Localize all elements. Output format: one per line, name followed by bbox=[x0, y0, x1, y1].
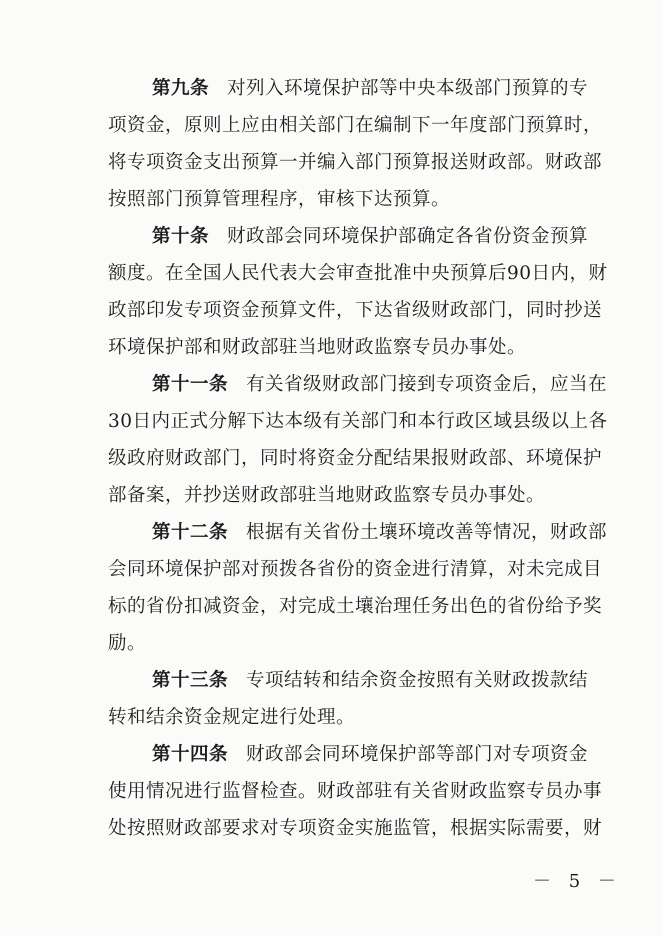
article-14-line-2: 使用情况进行监督检查。财政部驻有关省财政监察专员办事 bbox=[108, 781, 603, 802]
article-10-line-4: 环境保护部和财政部驻当地财政监察专员办事处。 bbox=[108, 337, 527, 358]
page-number: － 5 － bbox=[533, 871, 622, 892]
article-11-first-line bbox=[152, 372, 608, 398]
article-14-first-line bbox=[152, 742, 589, 768]
article-13-line-1: 专项结转和结余资金按照有关财政拨款结 bbox=[246, 670, 589, 691]
article-13-first-line bbox=[152, 668, 589, 694]
article-9-line-2: 项资金，原则上应由相关部门在编制下一年度部门预算时， bbox=[108, 115, 603, 136]
article-12-line-1: 根据有关省份土壤环境改善等情况，财政部 bbox=[246, 522, 608, 543]
article-12-line-3: 标的省份扣减资金，对完成土壤治理任务出色的省份给予奖 bbox=[108, 596, 603, 617]
article-12-line-4: 励。 bbox=[108, 633, 147, 654]
article-14-line-1: 财政部会同环境保护部等部门对专项资金 bbox=[246, 744, 589, 765]
article-10-label: 第十条 bbox=[152, 226, 210, 247]
article-9-line-3: 将专项资金支出预算一并编入部门预算报送财政部。财政部 bbox=[108, 152, 603, 173]
article-14-label: 第十四条 bbox=[152, 744, 229, 765]
article-12-first-line bbox=[152, 520, 608, 546]
article-11-line-2: 30日内正式分解下达本级有关部门和本行政区域县级以上各 bbox=[108, 411, 608, 432]
article-10-line-3: 政部印发专项资金预算文件，下达省级财政部门，同时抄送 bbox=[108, 300, 603, 321]
article-9-label: 第九条 bbox=[152, 78, 210, 99]
article-13-line-2: 转和结余资金规定进行处理。 bbox=[108, 707, 356, 728]
article-10-line-1: 财政部会同环境保护部确定各省份资金预算 bbox=[227, 226, 589, 247]
article-11-label: 第十一条 bbox=[152, 374, 229, 395]
article-10-first-line bbox=[152, 224, 589, 250]
article-9-first-line bbox=[152, 76, 589, 102]
article-12-label: 第十二条 bbox=[152, 522, 229, 543]
article-14-line-3: 处按照财政部要求对专项资金实施监管，根据实际需要，财 bbox=[108, 818, 603, 839]
article-11-line-3: 级政府财政部门，同时将资金分配结果报财政部、环境保护 bbox=[108, 448, 603, 469]
article-10-line-2: 额度。在全国人民代表大会审查批准中央预算后90日内，财 bbox=[108, 263, 608, 284]
article-9-line-1: 对列入环境保护部等中央本级部门预算的专 bbox=[227, 78, 589, 99]
article-11-line-1: 有关省级财政部门接到专项资金后，应当在 bbox=[246, 374, 608, 395]
article-11-line-4: 部备案，并抄送财政部驻当地财政监察专员办事处。 bbox=[108, 485, 546, 506]
article-9-line-4: 按照部门预算管理程序，审核下达预算。 bbox=[108, 189, 451, 210]
article-13-label: 第十三条 bbox=[152, 670, 229, 691]
article-12-line-2: 会同环境保护部对预拨各省份的资金进行清算，对未完成目 bbox=[108, 559, 603, 580]
